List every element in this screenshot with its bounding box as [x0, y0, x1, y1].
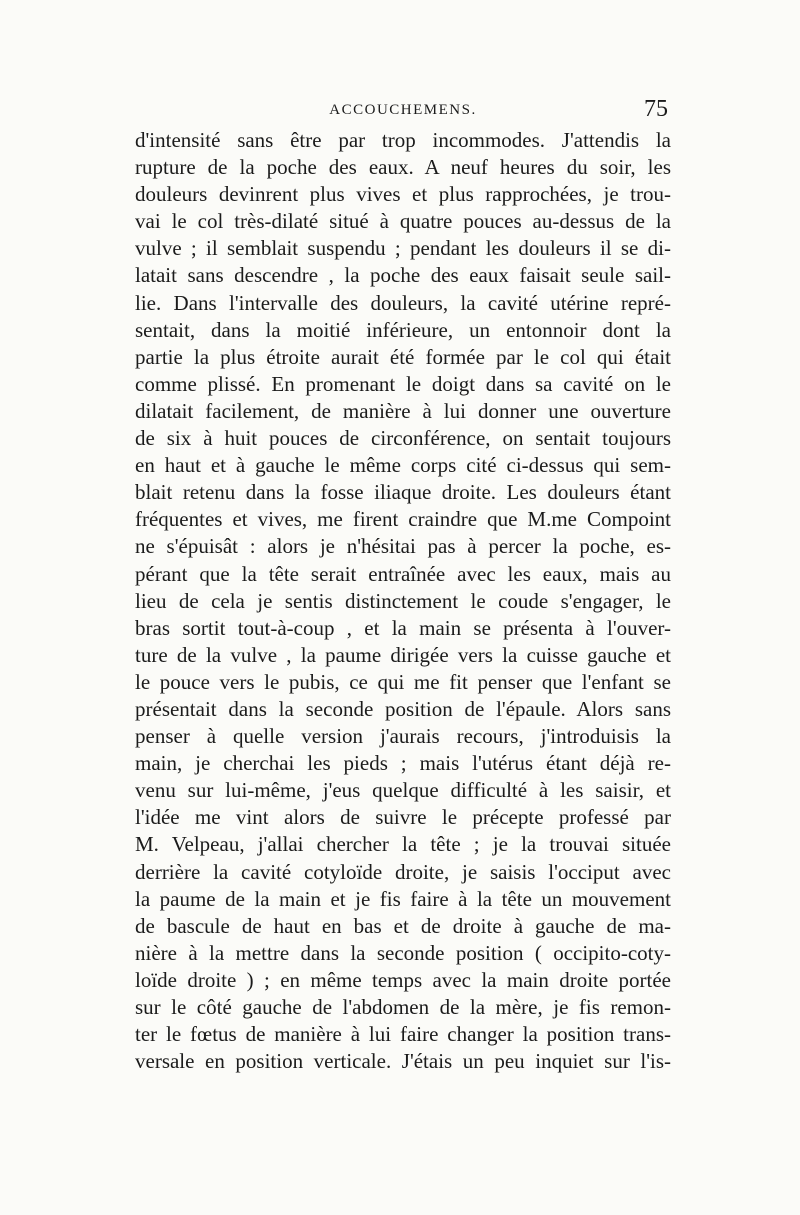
text-line: bras sortit tout-à-coup , et la main se présenta à l'ouver- — [135, 615, 671, 640]
text-line: blait retenu dans la fosse iliaque droite. Les douleurs étant — [135, 480, 671, 505]
text-line: présentait dans la seconde position de l'épaule. Alors sans — [135, 696, 671, 721]
text-line: ne s'épuisât : alors je n'hésitai pas à percer la poche, es- — [135, 534, 671, 559]
text-line: douleurs devinrent plus vives et plus rapprochées, je trou- — [135, 182, 671, 207]
text-line: loïde droite ) ; en même temps avec la main droite portée — [135, 967, 671, 992]
text-line: vai le col très-dilaté situé à quatre pouces au-dessus de la — [135, 209, 671, 234]
text-line: vulve ; il semblait suspendu ; pendant les douleurs il se di- — [135, 236, 671, 261]
text-line: versale en position verticale. J'étais un peu inquiet sur l'is- — [135, 1049, 671, 1074]
text-line: le pouce vers le pubis, ce qui me fit penser que l'enfant se — [135, 669, 671, 694]
text-line: pérant que la tête serait entraînée avec les eaux, mais au — [135, 561, 671, 586]
text-line: penser à quelle version j'aurais recours, j'introduisis la — [135, 724, 671, 749]
text-line: lie. Dans l'intervalle des douleurs, la cavité utérine repré- — [135, 290, 671, 315]
text-line: sentait, dans la moitié inférieure, un entonnoir dont la — [135, 317, 671, 342]
text-line: fréquentes et vives, me firent craindre que M.me Compoint — [135, 507, 671, 532]
text-line: de bascule de haut en bas et de droite à gauche de ma- — [135, 913, 671, 938]
text-line: la paume de la main et je fis faire à la tête un mouvement — [135, 886, 671, 911]
text-line: nière à la mettre dans la seconde position ( occipito-coty- — [135, 940, 671, 965]
text-line: M. Velpeau, j'allai chercher la tête ; je la trouvai située — [135, 832, 671, 857]
page-number: 75 — [644, 96, 668, 122]
text-line: derrière la cavité cotyloïde droite, je saisis l'occiput avec — [135, 859, 671, 884]
text-line: ture de la vulve , la paume dirigée vers la cuisse gauche et — [135, 642, 671, 667]
text-line: dilatait facilement, de manière à lui donner une ouverture — [135, 398, 671, 423]
text-line: latait sans descendre , la poche des eaux faisait seule sail- — [135, 263, 671, 288]
text-line: en haut et à gauche le même corps cité ci-dessus qui sem- — [135, 453, 671, 478]
text-line: lieu de cela je sentis distinctement le coude s'engager, le — [135, 588, 671, 613]
running-header — [138, 96, 668, 126]
text-line: venu sur lui-même, j'eus quelque difficulté à les saisir, et — [135, 778, 671, 803]
text-line: partie la plus étroite aurait été formée par le col qui était — [135, 344, 671, 369]
text-line: ter le fœtus de manière à lui faire changer la position trans- — [135, 1022, 671, 1047]
text-line: d'intensité sans être par trop incommodes. J'attendis la — [135, 128, 671, 152]
text-line: sur le côté gauche de l'abdomen de la mère, je fis remon- — [135, 995, 671, 1019]
text-line: de six à huit pouces de circonférence, on sentait toujours — [135, 426, 671, 451]
running-title: ACCOUCHEMENS. — [329, 102, 477, 118]
body-text — [135, 127, 671, 1075]
text-line: main, je cherchai les pieds ; mais l'utérus étant déjà re- — [135, 751, 671, 776]
text-line: comme plissé. En promenant le doigt dans sa cavité on le — [135, 371, 671, 396]
text-line: rupture de la poche des eaux. A neuf heures du soir, les — [135, 155, 671, 180]
text-line: l'idée me vint alors de suivre le précepte professé par — [135, 805, 671, 830]
